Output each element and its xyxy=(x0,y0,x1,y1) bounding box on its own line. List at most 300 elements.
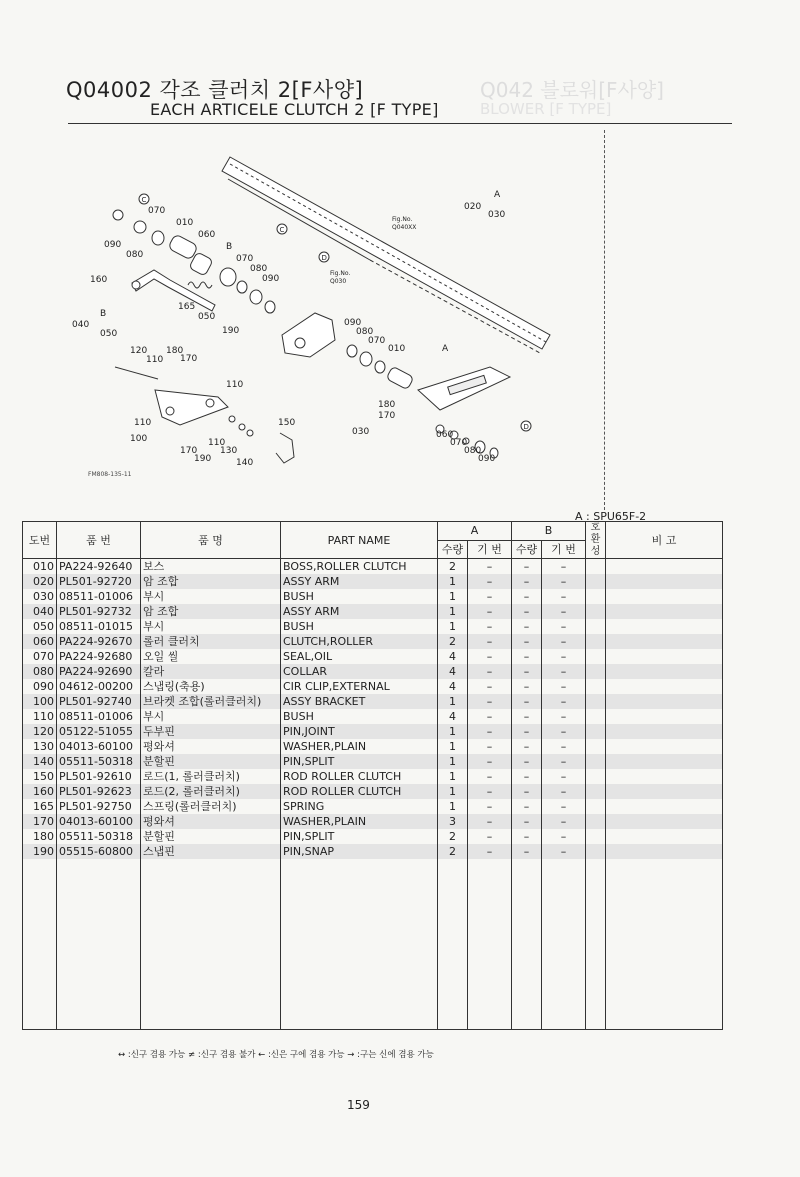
cell-compat xyxy=(586,754,606,769)
cell-compat xyxy=(586,664,606,679)
cell-name-ko: 부시 xyxy=(141,709,281,724)
callout-label: 170 xyxy=(180,354,198,364)
cell-name-en: SPRING xyxy=(281,799,438,814)
table-row xyxy=(23,634,723,649)
cell-qb: – xyxy=(512,694,542,709)
figure-ref: Q030 xyxy=(330,278,347,285)
cell-no: 070 xyxy=(23,649,57,664)
callout-label: 030 xyxy=(488,210,506,220)
cell-part-no: 08511-01006 xyxy=(57,589,141,604)
table-row xyxy=(23,844,723,859)
col-header-code-a: 기 번 xyxy=(468,540,512,559)
column-divider xyxy=(604,130,605,510)
cell-qa: 1 xyxy=(438,604,468,619)
figure-ref: Fig.No. xyxy=(330,270,351,277)
circled-ref-letter: C xyxy=(141,196,147,204)
cell-part-no: PL501-92610 xyxy=(57,769,141,784)
cell-ka: – xyxy=(468,619,512,634)
cell-part-no: 05511-50318 xyxy=(57,754,141,769)
cell-qb: – xyxy=(512,574,542,589)
cell-no: 100 xyxy=(23,694,57,709)
cell-name-en: WASHER,PLAIN xyxy=(281,814,438,829)
cell-qb: – xyxy=(512,799,542,814)
cell-qa: 1 xyxy=(438,574,468,589)
col-header-no: 도번 xyxy=(23,522,57,559)
cell-name-en: ROD ROLLER CLUTCH xyxy=(281,769,438,784)
main-shaft xyxy=(222,157,550,353)
cell-qb: – xyxy=(512,814,542,829)
page-title-korean: Q04002 각조 클러치 2[F사양] xyxy=(66,78,364,102)
callout-label: 090 xyxy=(478,454,496,464)
table-row xyxy=(23,619,723,634)
cell-compat xyxy=(586,709,606,724)
cell-kb: – xyxy=(542,799,586,814)
cell-remarks xyxy=(606,634,723,649)
cell-ka: – xyxy=(468,679,512,694)
arm-assy-040 xyxy=(282,313,335,357)
cell-ka: – xyxy=(468,589,512,604)
circled-ref-letter: C xyxy=(279,226,285,234)
cell-remarks xyxy=(606,844,723,859)
cell-qb: – xyxy=(512,784,542,799)
cell-part-no: PL501-92750 xyxy=(57,799,141,814)
cell-remarks xyxy=(606,664,723,679)
cell-part-no: PA224-92690 xyxy=(57,664,141,679)
cell-name-ko: 로드(2, 롤러클러치) xyxy=(141,784,281,799)
cell-no: 020 xyxy=(23,574,57,589)
figure-ref: Q040XX xyxy=(392,224,417,231)
cell-name-en: COLLAR xyxy=(281,664,438,679)
cell-part-no: 05122-51055 xyxy=(57,724,141,739)
cell-kb: – xyxy=(542,619,586,634)
callout-label: 010 xyxy=(176,218,194,228)
callout-label: 080 xyxy=(250,264,268,274)
cell-name-en: BUSH xyxy=(281,589,438,604)
cell-name-en: ASSY ARM xyxy=(281,574,438,589)
col-header-group-b: B xyxy=(512,522,586,541)
cell-remarks xyxy=(606,754,723,769)
cell-kb: – xyxy=(542,589,586,604)
callout-label: 080 xyxy=(464,446,482,456)
parts-table xyxy=(22,521,723,1030)
cell-kb: – xyxy=(542,814,586,829)
cell-qb: – xyxy=(512,559,542,575)
cell-no: 120 xyxy=(23,724,57,739)
cell-qa: 1 xyxy=(438,739,468,754)
cell-qa: 1 xyxy=(438,589,468,604)
cell-qb: – xyxy=(512,739,542,754)
cell-qa: 2 xyxy=(438,829,468,844)
cell-ka: – xyxy=(468,694,512,709)
cell-qb: – xyxy=(512,769,542,784)
model-note: A : SPU65F-2 xyxy=(575,510,647,523)
cell-qa: 4 xyxy=(438,679,468,694)
col-header-qty-b: 수량 xyxy=(512,540,542,559)
cell-remarks xyxy=(606,784,723,799)
cell-name-en: PIN,SNAP xyxy=(281,844,438,859)
cell-qb: – xyxy=(512,754,542,769)
cell-part-no: PL501-92623 xyxy=(57,784,141,799)
cell-qa: 2 xyxy=(438,634,468,649)
callout-label: 150 xyxy=(278,418,296,428)
cell-remarks xyxy=(606,559,723,575)
cell-part-no: 08511-01015 xyxy=(57,619,141,634)
callout-label: B xyxy=(226,242,233,252)
diagram-code: FM808-135-11 xyxy=(88,471,132,478)
cell-remarks xyxy=(606,709,723,724)
callout-label: B xyxy=(100,309,107,319)
cell-no: 060 xyxy=(23,634,57,649)
callout-label: 050 xyxy=(198,312,216,322)
table-row xyxy=(23,814,723,829)
table-row xyxy=(23,754,723,769)
cell-name-ko: 오일 씰 xyxy=(141,649,281,664)
callout-label: 060 xyxy=(436,430,454,440)
cell-part-no: PL501-92732 xyxy=(57,604,141,619)
cell-compat xyxy=(586,679,606,694)
cell-qa: 1 xyxy=(438,724,468,739)
table-row xyxy=(23,589,723,604)
cell-kb: – xyxy=(542,634,586,649)
cell-qa: 2 xyxy=(438,844,468,859)
cell-compat xyxy=(586,649,606,664)
col-header-remarks: 비 고 xyxy=(606,522,723,559)
cell-remarks xyxy=(606,619,723,634)
col-header-compat: 호 환 성 xyxy=(586,522,606,559)
cell-compat xyxy=(586,634,606,649)
cell-name-ko: 스냅핀 xyxy=(141,844,281,859)
cell-kb: – xyxy=(542,679,586,694)
arm-assy-a xyxy=(418,367,510,410)
callout-label: 190 xyxy=(222,326,240,336)
callout-label: A xyxy=(494,190,501,200)
cell-ka: – xyxy=(468,754,512,769)
cell-kb: – xyxy=(542,739,586,754)
callout-label: 110 xyxy=(226,380,244,390)
table-row xyxy=(23,709,723,724)
cell-part-no: PA224-92670 xyxy=(57,634,141,649)
cell-name-en: WASHER,PLAIN xyxy=(281,739,438,754)
callout-label: 160 xyxy=(90,275,108,285)
cell-ka: – xyxy=(468,769,512,784)
cell-name-ko: 롤러 클러치 xyxy=(141,634,281,649)
cell-part-no: 08511-01006 xyxy=(57,709,141,724)
cell-kb: – xyxy=(542,574,586,589)
cell-name-ko: 보스 xyxy=(141,559,281,575)
figure-ref: Fig.No. xyxy=(392,216,413,223)
cell-qa: 4 xyxy=(438,709,468,724)
cell-name-ko: 분할핀 xyxy=(141,754,281,769)
cell-qb: – xyxy=(512,829,542,844)
cell-name-en: PIN,SPLIT xyxy=(281,754,438,769)
cell-no: 130 xyxy=(23,739,57,754)
callout-label: 020 xyxy=(464,202,482,212)
cell-ka: – xyxy=(468,574,512,589)
cell-name-en: PIN,JOINT xyxy=(281,724,438,739)
compatibility-legend: ↔ :신구 겸용 가능 ≠ :신구 겸용 불가 ← :신은 구에 겸용 가능 → :구는 신에 겸용 가능 xyxy=(118,1050,434,1060)
callout-label: 090 xyxy=(262,274,280,284)
table-row xyxy=(23,799,723,814)
callout-label: 040 xyxy=(72,320,90,330)
callout-label: 110 xyxy=(208,438,226,448)
cell-compat xyxy=(586,694,606,709)
callout-label: 060 xyxy=(198,230,216,240)
cell-no: 080 xyxy=(23,664,57,679)
cell-qa: 1 xyxy=(438,799,468,814)
cell-name-en: BOSS,ROLLER CLUTCH xyxy=(281,559,438,575)
circled-ref-letter: D xyxy=(523,423,529,431)
rod-160 xyxy=(132,270,215,311)
cell-qa: 1 xyxy=(438,769,468,784)
cell-part-no: PL501-92740 xyxy=(57,694,141,709)
col-header-name-ko: 품 명 xyxy=(141,522,281,559)
cell-qb: – xyxy=(512,724,542,739)
cell-no: 050 xyxy=(23,619,57,634)
cell-part-no: 04612-00200 xyxy=(57,679,141,694)
cell-qa: 3 xyxy=(438,814,468,829)
cell-ka: – xyxy=(468,604,512,619)
cell-name-ko: 암 조합 xyxy=(141,604,281,619)
table-row xyxy=(23,739,723,754)
cell-compat xyxy=(586,574,606,589)
callout-label: 100 xyxy=(130,434,148,444)
cell-ka: – xyxy=(468,634,512,649)
table-row xyxy=(23,664,723,679)
cell-ka: – xyxy=(468,784,512,799)
table-row xyxy=(23,574,723,589)
callout-label: 130 xyxy=(220,446,238,456)
callout-label: 170 xyxy=(378,411,396,421)
cell-ka: – xyxy=(468,739,512,754)
cell-remarks xyxy=(606,574,723,589)
cell-part-no: 05511-50318 xyxy=(57,829,141,844)
cell-compat xyxy=(586,814,606,829)
cell-compat xyxy=(586,769,606,784)
cell-ka: – xyxy=(468,649,512,664)
callout-label: 180 xyxy=(378,400,396,410)
cell-ka: – xyxy=(468,829,512,844)
cell-no: 140 xyxy=(23,754,57,769)
cell-qb: – xyxy=(512,844,542,859)
cell-qb: – xyxy=(512,664,542,679)
cell-name-ko: 평와셔 xyxy=(141,739,281,754)
cell-compat xyxy=(586,844,606,859)
cell-compat xyxy=(586,619,606,634)
cell-name-en: SEAL,OIL xyxy=(281,649,438,664)
cell-name-en: ASSY BRACKET xyxy=(281,694,438,709)
cell-qa: 4 xyxy=(438,649,468,664)
cell-qb: – xyxy=(512,709,542,724)
cell-qa: 4 xyxy=(438,664,468,679)
cell-name-ko: 평와셔 xyxy=(141,814,281,829)
cell-kb: – xyxy=(542,754,586,769)
cell-part-no: PL501-92720 xyxy=(57,574,141,589)
cell-no: 030 xyxy=(23,589,57,604)
cell-qa: 1 xyxy=(438,754,468,769)
callout-label: 070 xyxy=(236,254,254,264)
cell-qa: 1 xyxy=(438,694,468,709)
cell-qa: 1 xyxy=(438,784,468,799)
page-number: 159 xyxy=(347,1098,370,1112)
cell-name-ko: 부시 xyxy=(141,589,281,604)
cell-part-no: 04013-60100 xyxy=(57,739,141,754)
cell-qb: – xyxy=(512,619,542,634)
callout-label: 180 xyxy=(166,346,184,356)
table-empty-area xyxy=(23,859,723,1030)
table-row xyxy=(23,559,723,575)
cell-qb: – xyxy=(512,634,542,649)
cell-name-en: BUSH xyxy=(281,619,438,634)
cell-no: 190 xyxy=(23,844,57,859)
cell-ka: – xyxy=(468,724,512,739)
callout-label: 170 xyxy=(180,446,198,456)
cell-kb: – xyxy=(542,844,586,859)
cell-name-en: CLUTCH,ROLLER xyxy=(281,634,438,649)
cell-compat xyxy=(586,829,606,844)
cell-compat xyxy=(586,799,606,814)
cell-part-no: 05515-60800 xyxy=(57,844,141,859)
cell-name-ko: 칼라 xyxy=(141,664,281,679)
cell-remarks xyxy=(606,604,723,619)
cell-kb: – xyxy=(542,829,586,844)
cell-remarks xyxy=(606,694,723,709)
callout-label: 050 xyxy=(100,329,118,339)
callout-label: 165 xyxy=(178,302,196,312)
cell-no: 150 xyxy=(23,769,57,784)
cell-name-ko: 브라켓 조합(롤러클러치) xyxy=(141,694,281,709)
cell-remarks xyxy=(606,589,723,604)
table-row xyxy=(23,724,723,739)
callout-label: 190 xyxy=(194,454,212,464)
cell-compat xyxy=(586,724,606,739)
col-header-part-no: 품 번 xyxy=(57,522,141,559)
cell-name-en: CIR CLIP,EXTERNAL xyxy=(281,679,438,694)
cell-part-no: PA224-92640 xyxy=(57,559,141,575)
cell-no: 160 xyxy=(23,784,57,799)
cell-kb: – xyxy=(542,649,586,664)
cell-name-ko: 스프링(롤러클러치) xyxy=(141,799,281,814)
cell-remarks xyxy=(606,724,723,739)
table-row xyxy=(23,694,723,709)
callout-label: A xyxy=(442,344,449,354)
cell-compat xyxy=(586,784,606,799)
cell-qa: 2 xyxy=(438,559,468,575)
cell-name-ko: 부시 xyxy=(141,619,281,634)
cell-compat xyxy=(586,589,606,604)
cell-name-ko: 로드(1, 롤러클러치) xyxy=(141,769,281,784)
cell-name-ko: 분할핀 xyxy=(141,829,281,844)
cell-remarks xyxy=(606,799,723,814)
cell-remarks xyxy=(606,679,723,694)
cell-part-no: PA224-92680 xyxy=(57,649,141,664)
table-row xyxy=(23,604,723,619)
cell-kb: – xyxy=(542,769,586,784)
bleed-through-subtitle: BLOWER [F TYPE] xyxy=(480,100,612,118)
cell-qb: – xyxy=(512,604,542,619)
cell-remarks xyxy=(606,739,723,754)
table-row xyxy=(23,649,723,664)
bracket-100 xyxy=(115,367,228,425)
cell-ka: – xyxy=(468,844,512,859)
callout-label: 120 xyxy=(130,346,148,356)
callout-label: 070 xyxy=(450,438,468,448)
cell-name-ko: 스냅링(축용) xyxy=(141,679,281,694)
cell-kb: – xyxy=(542,604,586,619)
col-header-group-a: A xyxy=(438,522,512,541)
cell-remarks xyxy=(606,769,723,784)
col-header-qty-a: 수량 xyxy=(438,540,468,559)
callout-label: 110 xyxy=(134,418,152,428)
circled-ref-letter: D xyxy=(321,254,327,262)
table-row xyxy=(23,679,723,694)
callout-label: 110 xyxy=(146,355,164,365)
cell-kb: – xyxy=(542,559,586,575)
cell-no: 010 xyxy=(23,559,57,575)
table-row xyxy=(23,829,723,844)
cell-part-no: 04013-60100 xyxy=(57,814,141,829)
callout-label: 090 xyxy=(104,240,122,250)
cell-name-en: BUSH xyxy=(281,709,438,724)
rod-150 xyxy=(276,433,294,463)
cell-kb: – xyxy=(542,694,586,709)
cell-qa: 1 xyxy=(438,619,468,634)
cell-no: 090 xyxy=(23,679,57,694)
cell-ka: – xyxy=(468,814,512,829)
cell-no: 110 xyxy=(23,709,57,724)
cell-name-ko: 두부핀 xyxy=(141,724,281,739)
washers-and-pins xyxy=(229,416,498,458)
cell-no: 180 xyxy=(23,829,57,844)
cell-no: 170 xyxy=(23,814,57,829)
table-row xyxy=(23,769,723,784)
cell-qb: – xyxy=(512,679,542,694)
cell-name-ko: 암 조합 xyxy=(141,574,281,589)
cell-no: 165 xyxy=(23,799,57,814)
cell-compat xyxy=(586,739,606,754)
cell-kb: – xyxy=(542,724,586,739)
cell-ka: – xyxy=(468,709,512,724)
callout-label: 070 xyxy=(148,206,166,216)
exploded-parts-diagram xyxy=(70,135,600,495)
table-row xyxy=(23,784,723,799)
callout-label: 070 xyxy=(368,336,386,346)
cell-remarks xyxy=(606,649,723,664)
cell-remarks xyxy=(606,814,723,829)
cell-name-en: PIN,SPLIT xyxy=(281,829,438,844)
cell-name-en: ASSY ARM xyxy=(281,604,438,619)
col-header-code-b: 기 번 xyxy=(542,540,586,559)
cell-no: 040 xyxy=(23,604,57,619)
cell-remarks xyxy=(606,829,723,844)
callout-label: 080 xyxy=(126,250,144,260)
cell-qb: – xyxy=(512,649,542,664)
cell-kb: – xyxy=(542,709,586,724)
callout-label: 030 xyxy=(352,427,370,437)
cell-ka: – xyxy=(468,799,512,814)
cell-kb: – xyxy=(542,664,586,679)
callout-label: 010 xyxy=(388,344,406,354)
cell-ka: – xyxy=(468,664,512,679)
cell-compat xyxy=(586,559,606,575)
cell-kb: – xyxy=(542,784,586,799)
title-rule xyxy=(68,123,732,124)
cell-qb: – xyxy=(512,589,542,604)
bleed-through-title: Q042 블로워[F사양] xyxy=(480,78,664,102)
page-title-english: EACH ARTICELE CLUTCH 2 [F TYPE] xyxy=(150,100,439,119)
cell-ka: – xyxy=(468,559,512,575)
col-header-part-name: PART NAME xyxy=(281,522,438,559)
callout-label: 090 xyxy=(344,318,362,328)
